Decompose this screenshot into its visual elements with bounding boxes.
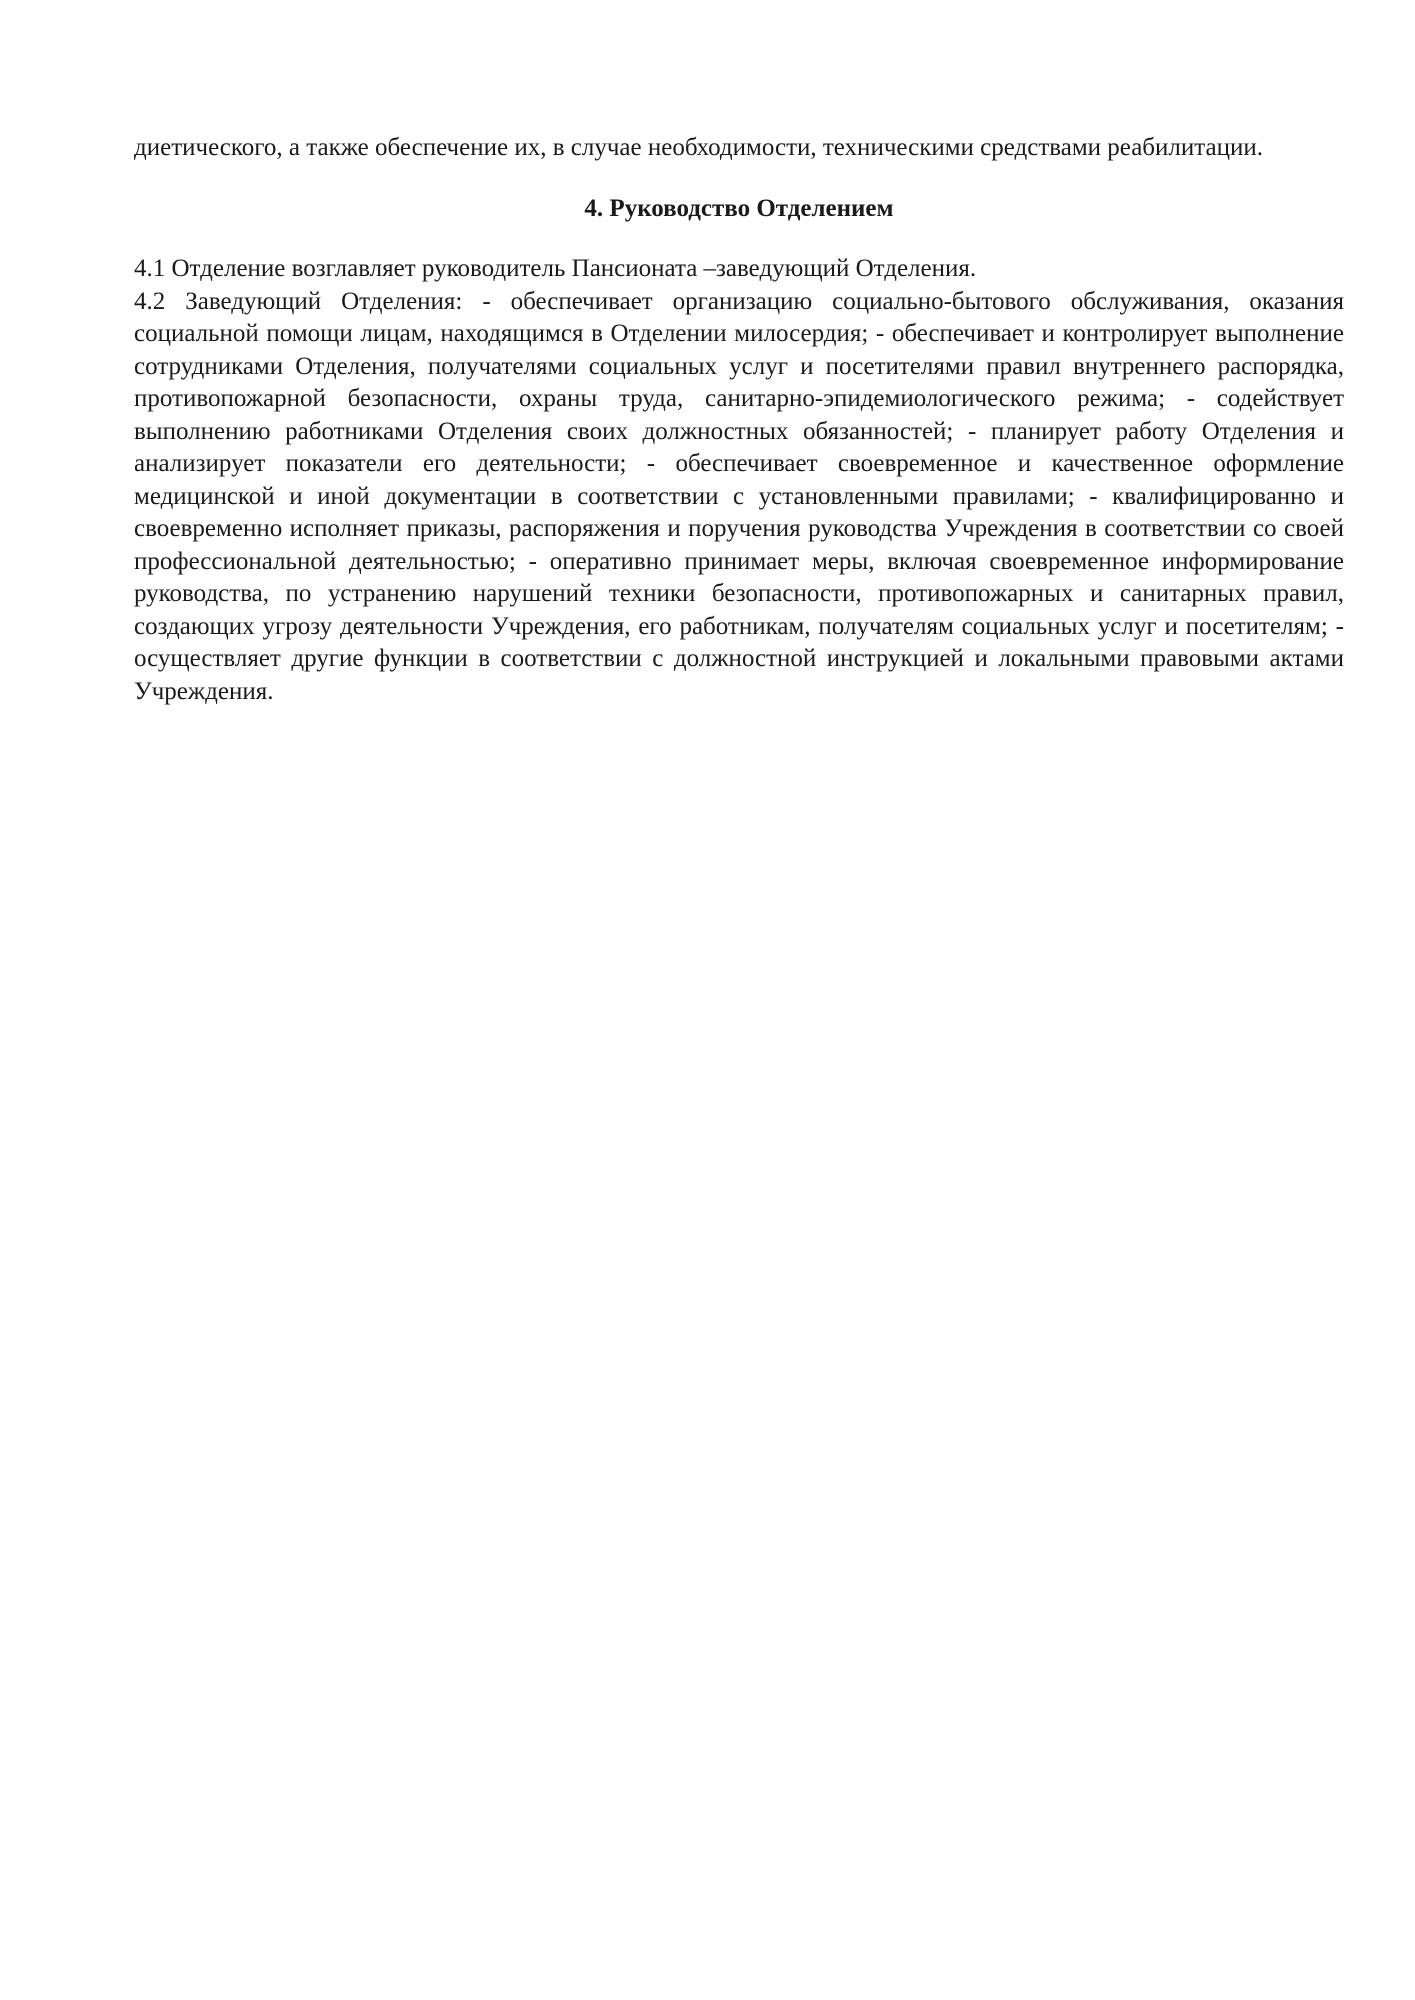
section-heading: 4. Руководство Отделением bbox=[584, 194, 894, 222]
intro-paragraph: диетического, а также обеспечение их, в случае необходимости, техническими средствами реабилитации. bbox=[134, 134, 1263, 161]
item-4-1: 4.1 Отделение возглавляет руководитель Пансионата –заведующий Отделения. bbox=[134, 255, 977, 282]
document-body bbox=[134, 132, 1344, 708]
item-4-2: 4.2 Заведующий Отделения: - обеспечивает организацию социально-бытового обслуживания, оказания социальной помощи лицам, находящимся в Отделении милосердия; - обеспечивает и контролирует выполнение сотрудниками Отделения, получателями социальных услуг и посетителями правил внутреннего распорядка, противопожарной безопасности, охраны труда, санитарно-эпидемиологического режима; - содействует выполнению работниками Отделения своих должностных обязанностей; - планирует работу Отделения и анализирует показатели его деятельности; - обеспечивает своевременное и качественное оформление медицинской и иной документации в соответствии с установленными правилами; - квалифицированно и своевременно исполняет приказы, распоряжения и поручения руководства Учреждения в соответствии со своей профессиональной деятельностью; - оперативно принимает меры, включая своевременное информирование руководства, по устранению нарушений техники безопасности, противопожарных и санитарных правил, создающих угрозу деятельности Учреждения, его работникам, получателям социальных услуг и посетителям; - осуществляет другие функции в соответствии с должностной инструкцией и локальными правовыми актами Учреждения. bbox=[134, 287, 1344, 705]
